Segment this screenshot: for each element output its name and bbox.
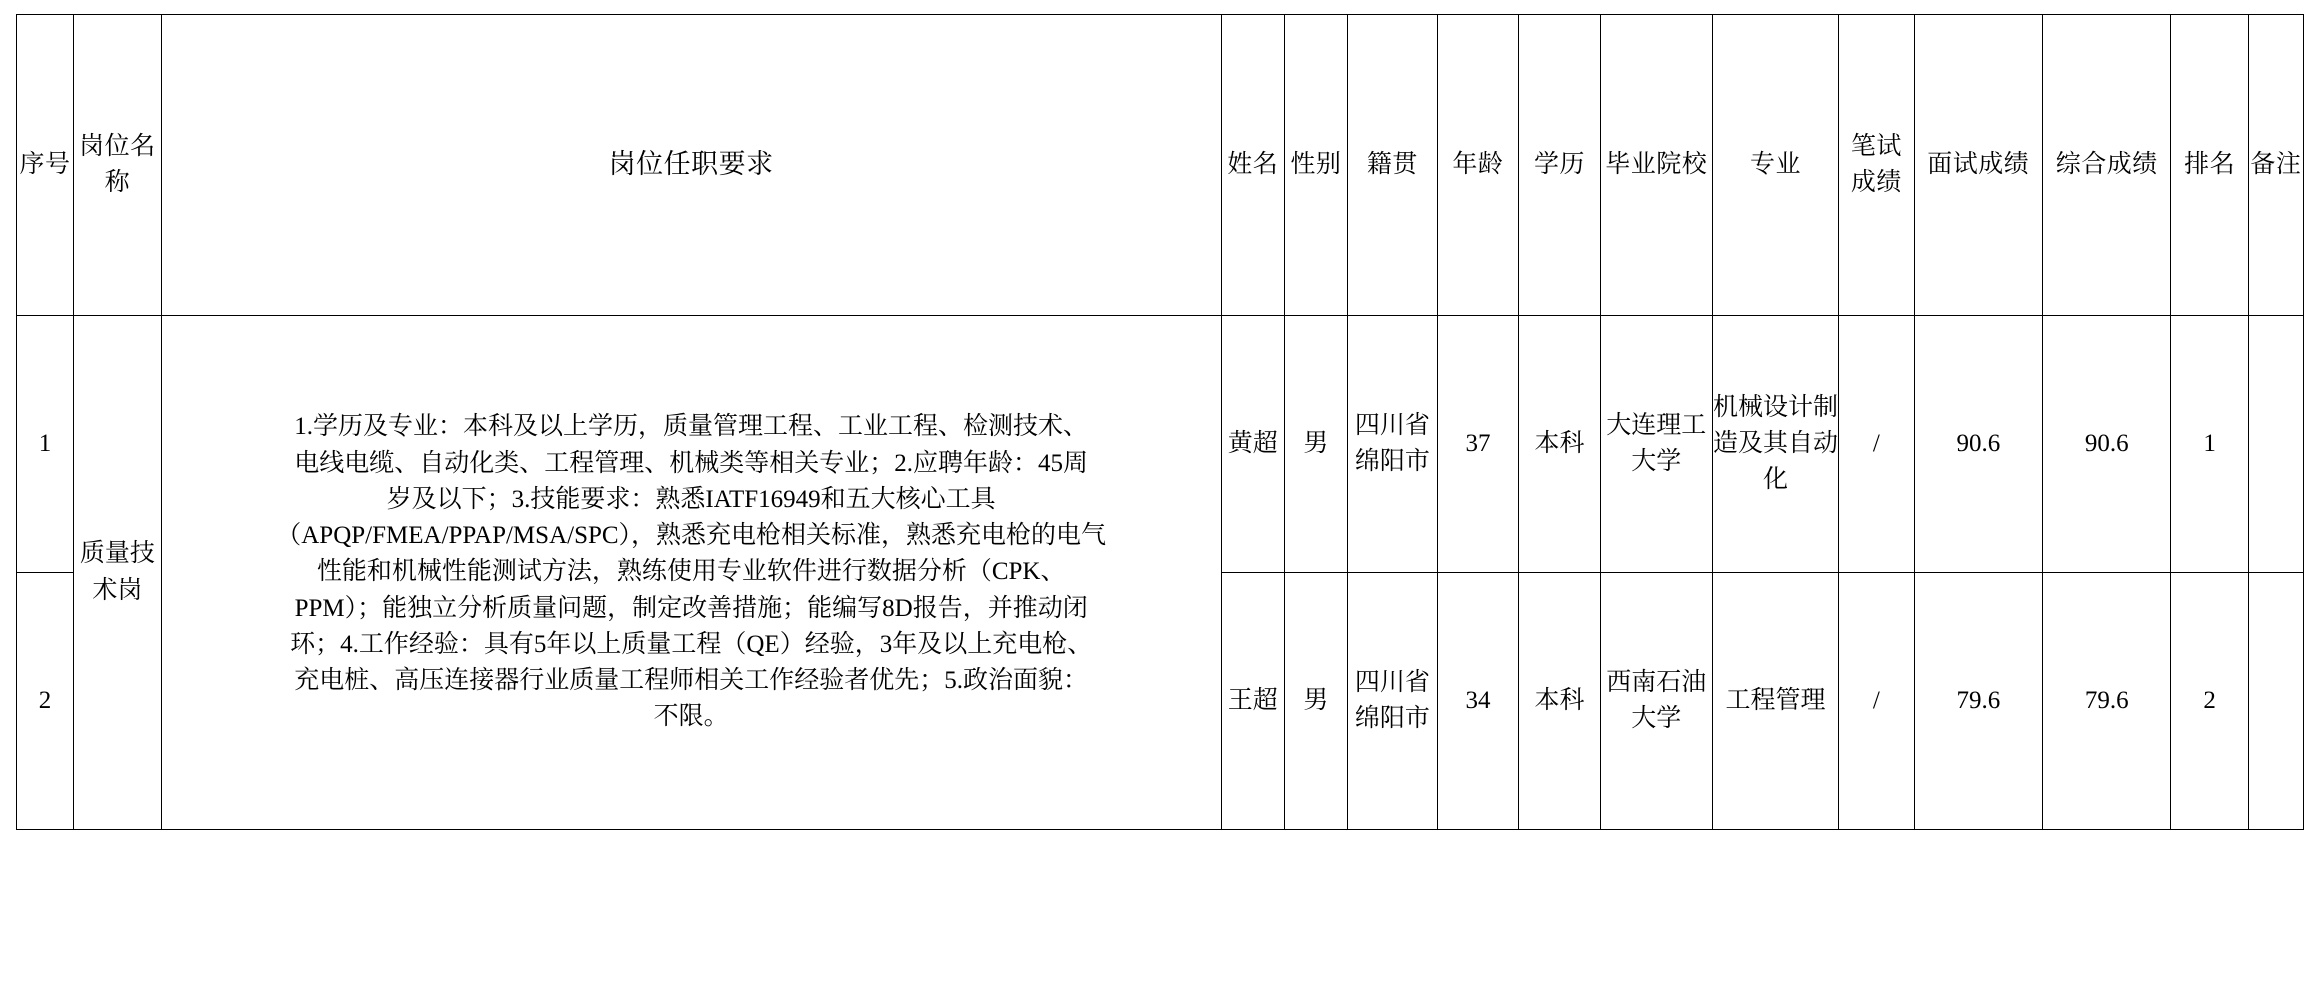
cell-total-score: 90.6 bbox=[2043, 316, 2171, 573]
cell-major: 机械设计制造及其自动化 bbox=[1712, 316, 1838, 573]
cell-written-score: / bbox=[1839, 316, 1914, 573]
cell-hometown: 四川省绵阳市 bbox=[1348, 316, 1438, 573]
header-written-score: 笔试成绩 bbox=[1839, 15, 1914, 316]
table-header-row bbox=[17, 15, 2304, 316]
cell-name: 黄超 bbox=[1221, 316, 1284, 573]
header-rank: 排名 bbox=[2171, 15, 2248, 316]
header-education: 学历 bbox=[1519, 15, 1601, 316]
cell-remark bbox=[2248, 573, 2303, 830]
requirement-line: 电线电缆、自动化类、工程管理、机械类等相关专业；2.应聘年龄：45周 bbox=[294, 449, 1089, 477]
cell-remark bbox=[2248, 316, 2303, 573]
requirement-line: 岁及以下；3.技能要求：熟悉IATF16949和五大核心工具 bbox=[386, 485, 996, 513]
cell-job-name: 质量技术岗 bbox=[74, 316, 162, 830]
header-gender: 性别 bbox=[1284, 15, 1347, 316]
requirement-line: 不限。 bbox=[653, 703, 729, 731]
requirement-line: 1.学历及专业：本科及以上学历，质量管理工程、工业工程、检测技术、 bbox=[294, 413, 1089, 441]
cell-total-score: 79.6 bbox=[2043, 573, 2171, 830]
cell-rank: 2 bbox=[2171, 573, 2248, 830]
candidate-results-table bbox=[16, 14, 2304, 830]
header-interview-score: 面试成绩 bbox=[1914, 15, 2042, 316]
header-age: 年龄 bbox=[1437, 15, 1519, 316]
cell-major: 工程管理 bbox=[1712, 573, 1838, 830]
header-total-score: 综合成绩 bbox=[2043, 15, 2171, 316]
cell-education: 本科 bbox=[1519, 573, 1601, 830]
cell-seq: 2 bbox=[17, 573, 74, 830]
requirement-line: 充电桩、高压连接器行业质量工程师相关工作经验者优先；5.政治面貌： bbox=[294, 667, 1089, 695]
cell-school: 西南石油大学 bbox=[1600, 573, 1712, 830]
requirement-line: 环；4.工作经验：具有5年以上质量工程（QE）经验，3年及以上充电枪、 bbox=[290, 630, 1093, 658]
cell-written-score: / bbox=[1839, 573, 1914, 830]
header-seq: 序号 bbox=[17, 15, 74, 316]
cell-age: 37 bbox=[1437, 316, 1519, 573]
requirement-line: PPM）；能独立分析质量问题，制定改善措施；能编写8D报告，并推动闭 bbox=[294, 594, 1088, 622]
header-name: 姓名 bbox=[1221, 15, 1284, 316]
cell-name: 王超 bbox=[1221, 573, 1284, 830]
cell-requirements bbox=[161, 316, 1221, 830]
header-school: 毕业院校 bbox=[1600, 15, 1712, 316]
requirement-line: （APQP/FMEA/PPAP/MSA/SPC），熟悉充电枪相关标准，熟悉充电枪的电气 bbox=[276, 522, 1107, 550]
cell-seq: 1 bbox=[17, 316, 74, 573]
cell-school: 大连理工大学 bbox=[1600, 316, 1712, 573]
cell-gender: 男 bbox=[1284, 316, 1347, 573]
cell-age: 34 bbox=[1437, 573, 1519, 830]
cell-hometown: 四川省绵阳市 bbox=[1348, 573, 1438, 830]
table-row bbox=[17, 316, 2304, 573]
cell-rank: 1 bbox=[2171, 316, 2248, 573]
header-hometown: 籍贯 bbox=[1348, 15, 1438, 316]
header-requirements: 岗位任职要求 bbox=[161, 15, 1221, 316]
header-major: 专业 bbox=[1712, 15, 1838, 316]
header-remark: 备注 bbox=[2248, 15, 2303, 316]
requirement-line: 性能和机械性能测试方法，熟练使用专业软件进行数据分析（CPK、 bbox=[316, 558, 1066, 586]
cell-interview-score: 90.6 bbox=[1914, 316, 2042, 573]
cell-interview-score: 79.6 bbox=[1914, 573, 2042, 830]
header-job-name: 岗位名称 bbox=[74, 15, 162, 316]
cell-education: 本科 bbox=[1519, 316, 1601, 573]
cell-gender: 男 bbox=[1284, 573, 1347, 830]
